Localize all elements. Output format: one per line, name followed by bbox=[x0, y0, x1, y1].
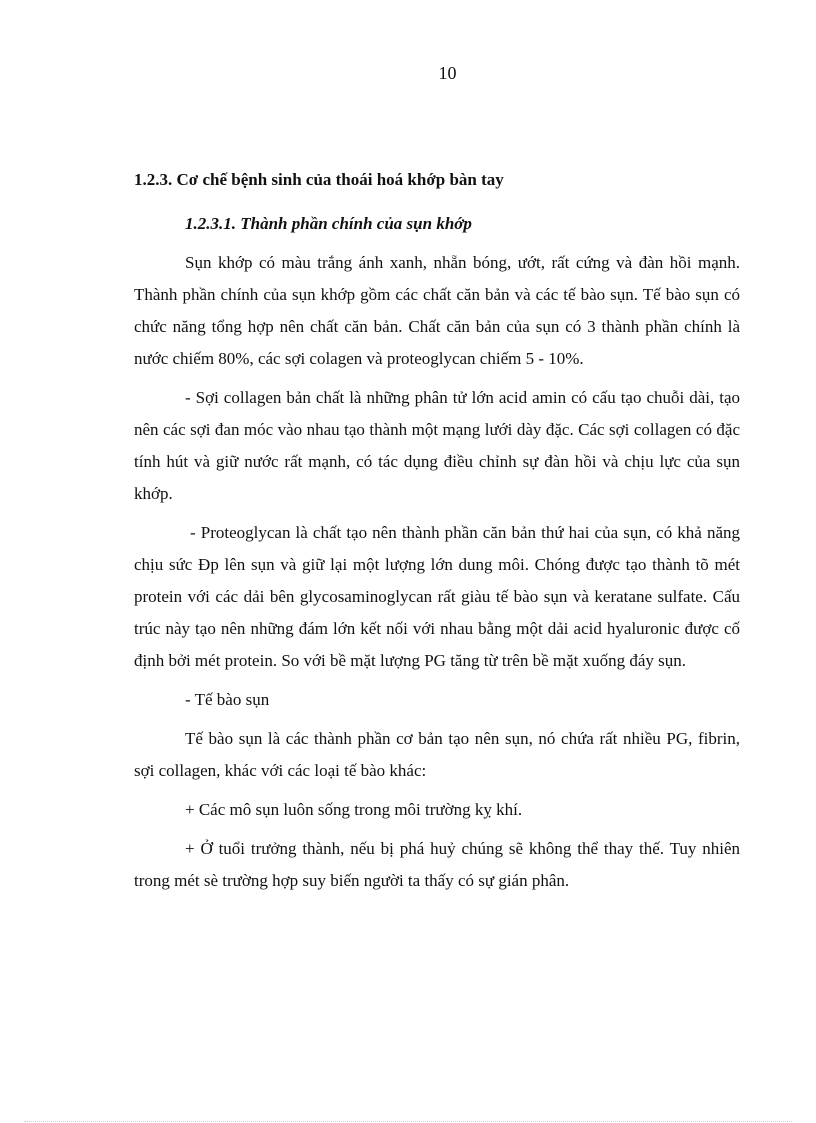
paragraph-proteoglycan: - Proteoglycan là chất tạo nên thành phần căn bản thứ hai của sụn, có khả năng chịu sức Ðp lên sụn và giữ lại một lượng lớn dung môi. Chóng được tạo thành tõ mét protein với các dải bên glycosaminoglycan rất giàu tế bào sụn và keratane sulfate. Cấu trúc này tạo nên những đám lớn kết nối với nhau bằng một dải acid hyaluronic được cố định bởi mét protein. So với bề mặt lượng PG tăng từ trên bề mặt xuống đáy sụn. bbox=[134, 523, 740, 670]
paragraph-collagen-fibers: - Sợi collagen bản chất là những phân tử lớn acid amin có cấu tạo chuỗi dài, tạo nên các sợi đan móc vào nhau tạo thành một mạng lưới dày đặc. Các sợi collagen có đặc tính hút và giữ nước rất mạnh, có tác dụng điều chỉnh sự đàn hồi và chịu lực của sụn khớp. bbox=[134, 388, 740, 503]
subsection-heading: 1.2.3.1. Thành phần chính của sụn khớp bbox=[185, 214, 472, 233]
page-number: 10 bbox=[438, 63, 457, 83]
footer-divider bbox=[24, 1121, 792, 1122]
paragraph-adult-regeneration: + Ở tuổi trưởng thành, nếu bị phá huỷ chúng sẽ không thể thay thế. Tuy nhiên trong mét sè trường hợp suy biến người ta thấy có sự gián phân. bbox=[134, 839, 740, 890]
paragraph-cartilage-overview: Sụn khớp có màu trắng ánh xanh, nhẵn bóng, ướt, rất cứng và đàn hồi mạnh. Thành phần chính của sụn khớp gồm các chất căn bản và các tế bào sụn. Tế bào sụn có chức năng tổng hợp nên chất căn bản. Chất căn bản của sụn có 3 thành phần chính là nước chiếm 80%, các sợi colagen và proteoglycan chiếm 5 - 10%. bbox=[134, 253, 740, 368]
paragraph-chondrocyte-heading: - Tế bào sụn bbox=[185, 690, 270, 709]
section-heading: 1.2.3. Cơ chế bệnh sinh của thoái hoá khớp bàn tay bbox=[134, 170, 504, 189]
paragraph-chondrocyte-description: Tế bào sụn là các thành phần cơ bản tạo nên sụn, nó chứa rất nhiều PG, fibrin, sợi collagen, khác với các loại tế bào khác: bbox=[134, 729, 740, 780]
paragraph-anaerobic-environment: + Các mô sụn luôn sống trong môi trường kỵ khí. bbox=[185, 800, 523, 819]
document-body bbox=[134, 164, 740, 904]
